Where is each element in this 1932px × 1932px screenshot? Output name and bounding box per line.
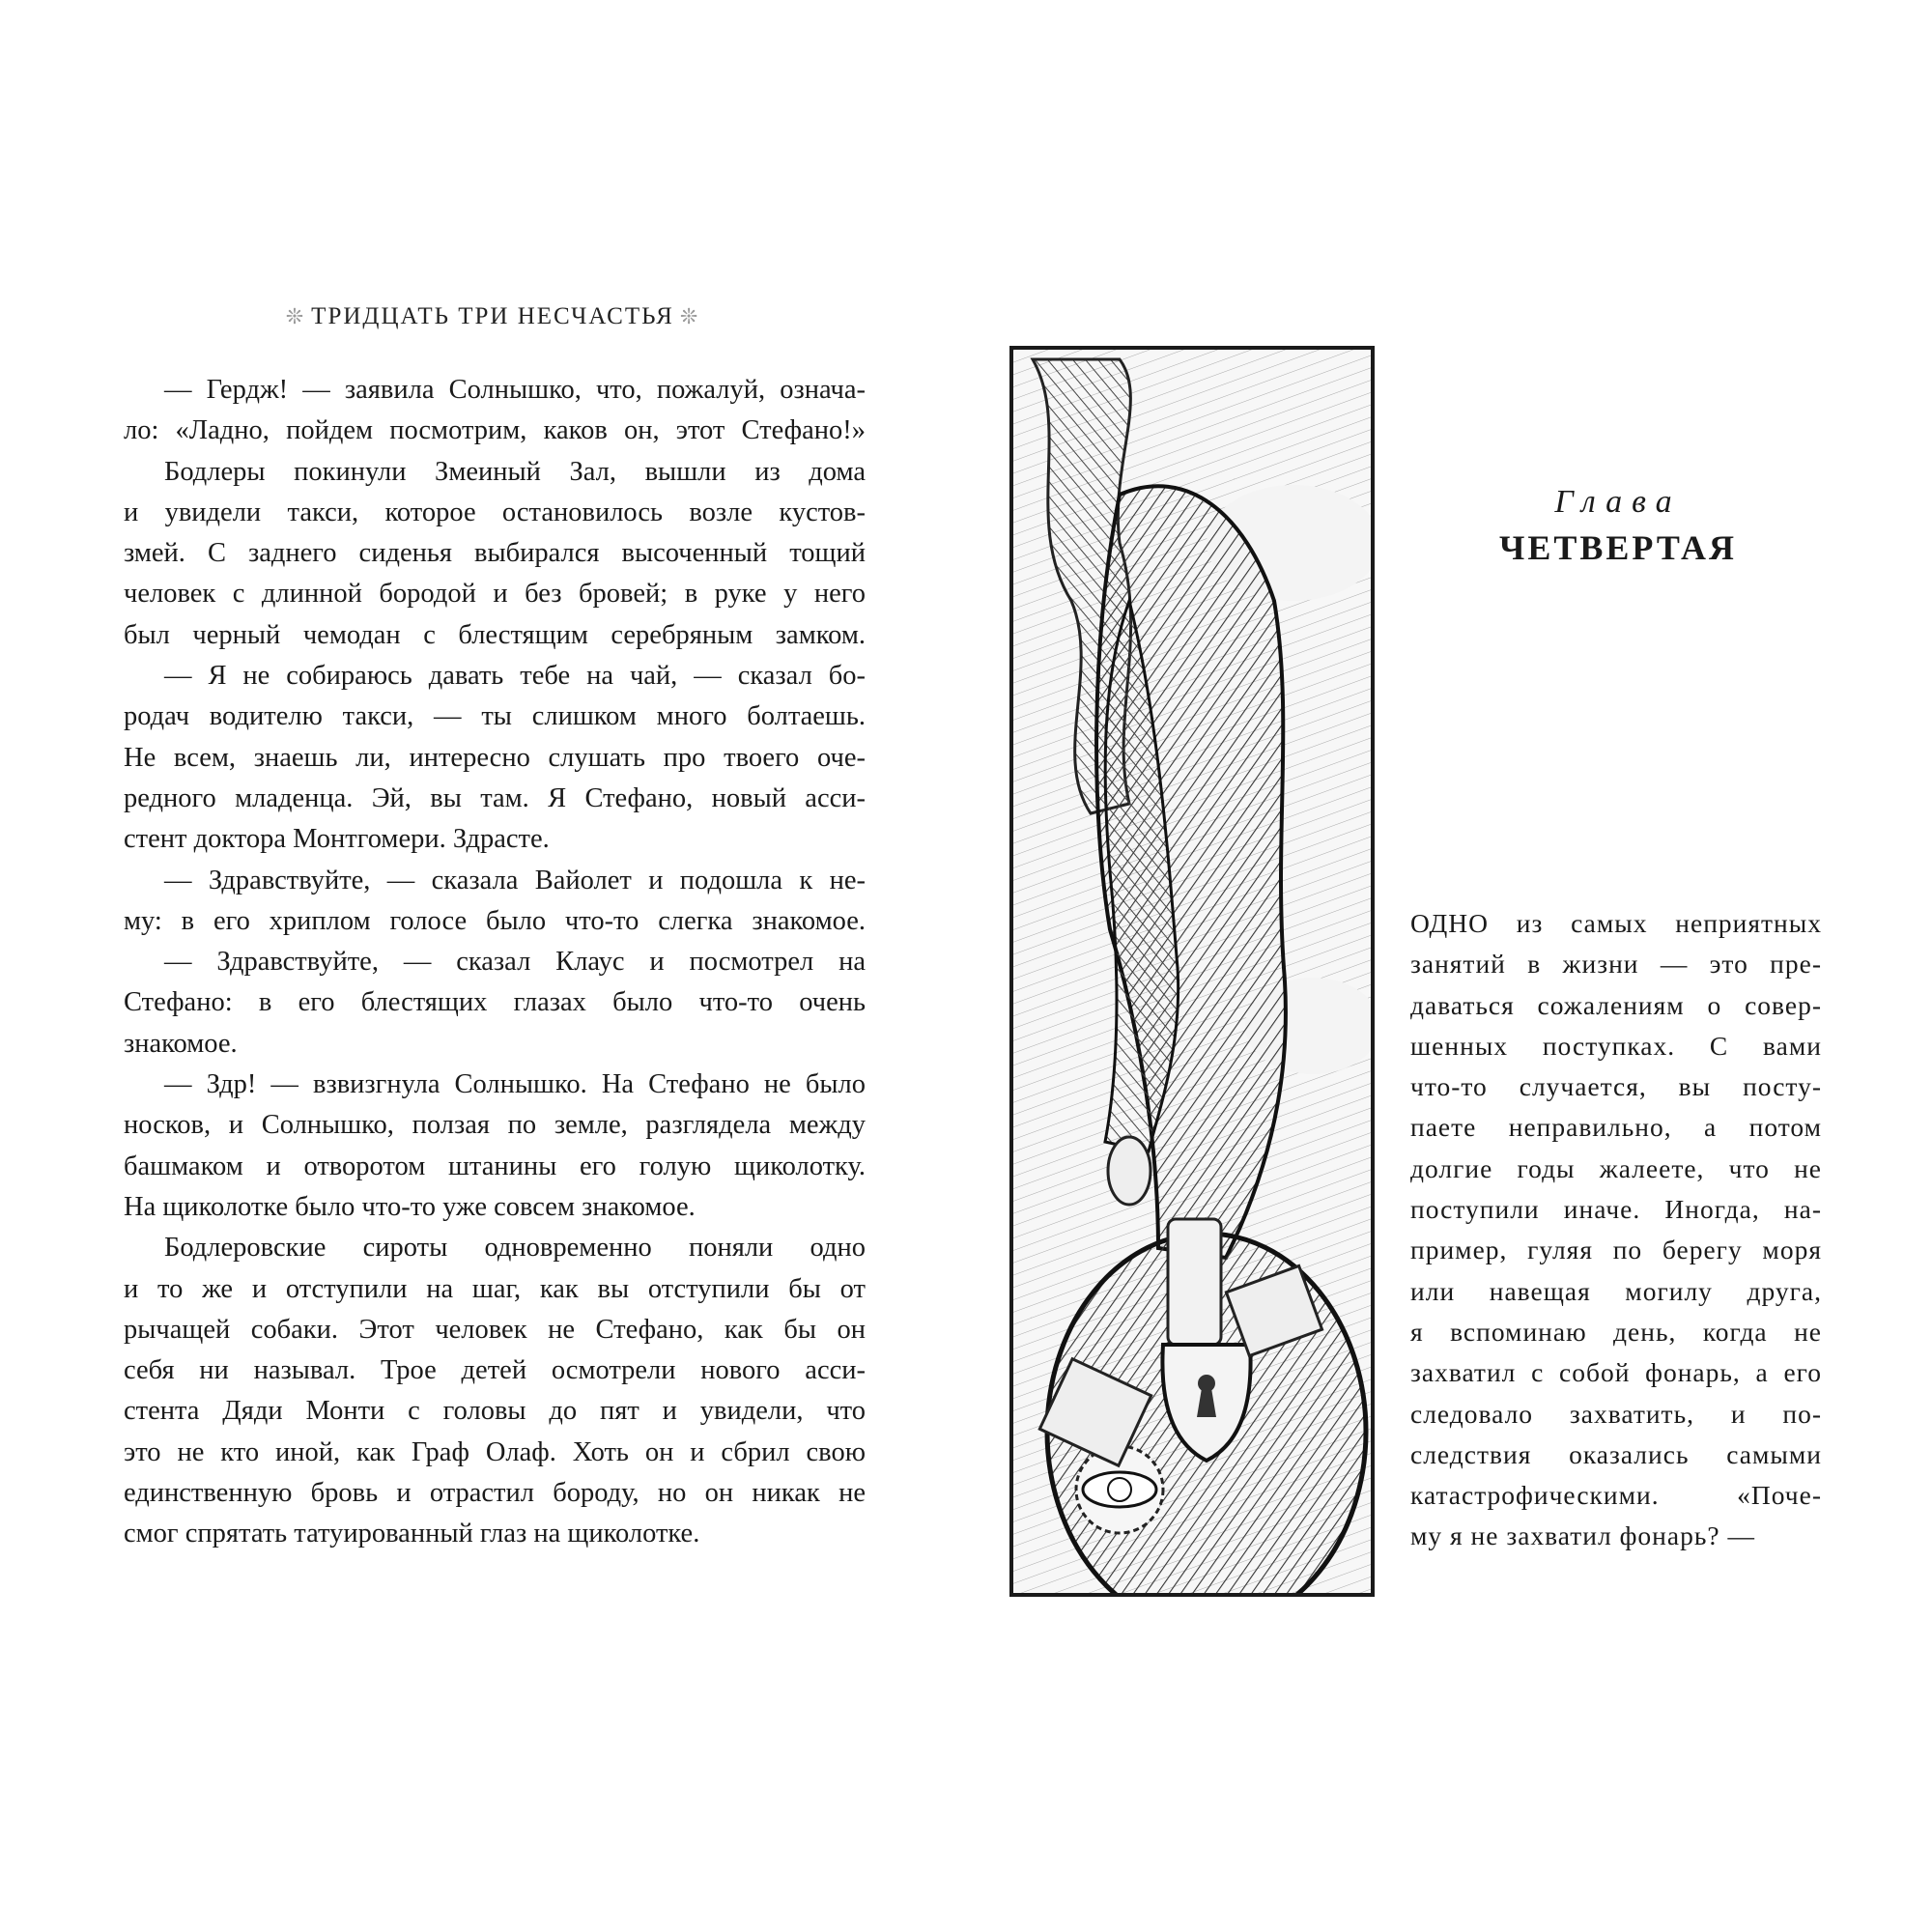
text-line: — Здр! — взвизгнула Солнышко. На Стефано не было xyxy=(164,1069,866,1100)
left-page-text xyxy=(124,370,866,1555)
chapter-heading xyxy=(1449,481,1787,572)
text-line: — Гердж! — заявила Солнышко, что, пожалуй, означа- xyxy=(164,375,866,405)
chapter-label: Глава xyxy=(1554,484,1682,520)
text-line: — Здравствуйте, — сказала Вайолет и подошла к не- xyxy=(164,865,866,895)
text-line: захватил с собой фонарь, а его xyxy=(1410,1357,1822,1388)
text-line: занятий в жизни — это пре- xyxy=(1410,949,1822,980)
text-line: катастрофическими. «Поче- xyxy=(1410,1480,1822,1511)
text-line: Бодлеры покинули Змеиный Зал, вышли из дома xyxy=(164,456,866,487)
illustration-drawing-icon xyxy=(1013,350,1371,1593)
text-line: смог спрятать татуированный глаз на щиколотке. xyxy=(124,1519,700,1549)
text-line: му я не захватил фонарь? — xyxy=(1410,1520,1755,1551)
text-line: башмаком и отворотом штанины его голую щиколотку. xyxy=(124,1151,866,1181)
text-line: что-то случается, вы посту- xyxy=(1410,1071,1822,1102)
chapter-illustration xyxy=(1009,346,1375,1597)
running-head xyxy=(0,303,985,330)
text-line: Бодлеровские сироты одновременно поняли одно xyxy=(164,1233,866,1264)
text-line: му: в его хриплом голосе было что-то слегка знакомое. xyxy=(124,905,866,936)
text-line: — Здравствуйте, — сказал Клаус и посмотрел на xyxy=(164,947,866,978)
text-line: или навещая могилу друга, xyxy=(1410,1275,1822,1306)
text-line: и то же и отступили на шаг, как вы отступили бы от xyxy=(124,1273,866,1304)
text-line: стент доктора Монтгомери. Здрасте. xyxy=(124,824,550,855)
text-line: редного младенца. Эй, вы там. Я Стефано, новый асси- xyxy=(124,782,866,813)
text-line: следовало захватить, и по- xyxy=(1410,1398,1822,1429)
text-line: носков, и Солнышко, ползая по земле, разглядела между xyxy=(124,1110,866,1141)
text-line: поступили иначе. Иногда, на- xyxy=(1410,1194,1822,1225)
text-line: паете неправильно, а потом xyxy=(1410,1112,1822,1143)
text-line: Стефано: в его блестящих глазах было что-то очень xyxy=(124,987,866,1018)
text-line: единственную бровь и отрастил бороду, но он никак не xyxy=(124,1478,866,1509)
text-line: — Я не собираюсь давать тебе на чай, — сказал бо- xyxy=(164,661,866,692)
ornament-icon: ❊ xyxy=(285,304,306,328)
text-line: я вспоминаю день, когда не xyxy=(1410,1316,1822,1347)
text-line: ло: «Ладно, пойдем посмотрим, каков он, этот Стефано!» xyxy=(124,415,866,446)
book-title: ТРИДЦАТЬ ТРИ НЕСЧАСТЬЯ xyxy=(311,303,674,329)
text-line: и увидели такси, которое остановилось возле кустов- xyxy=(124,497,866,527)
text-line: это не кто иной, как Граф Олаф. Хоть он и сбрил свою xyxy=(124,1436,866,1467)
text-line: рычащей собаки. Этот человек не Стефано, как бы он xyxy=(124,1314,866,1345)
text-line: долгие годы жалеете, что не xyxy=(1410,1152,1822,1183)
text-line: стента Дяди Монти с головы до пят и увидели, что xyxy=(124,1396,866,1427)
right-page-text xyxy=(1410,903,1822,1557)
text-line: даваться сожалениям о совер- xyxy=(1410,989,1822,1020)
text-line: знакомое. xyxy=(124,1028,238,1059)
text-line: пример, гуляя по берегу моря xyxy=(1410,1235,1822,1265)
text-line: шенных поступках. С вами xyxy=(1410,1030,1822,1061)
ornament-icon: ❊ xyxy=(679,304,700,328)
text-line: следствия оказались самыми xyxy=(1410,1438,1822,1469)
text-line: змей. С заднего сиденья выбирался высоченный тощий xyxy=(124,538,866,569)
chapter-number: ЧЕТВЕРТАЯ xyxy=(1498,528,1738,567)
text-line: ОДНО из самых неприятных xyxy=(1410,908,1822,938)
text-line: был черный чемодан с блестящим серебряным замком. xyxy=(124,619,866,650)
text-line: На щиколотке было что-то уже совсем знакомое. xyxy=(124,1191,696,1222)
text-line: себя ни называл. Трое детей осмотрели нового асси- xyxy=(124,1355,866,1386)
text-line: человек с длинной бородой и без бровей; в руке у него xyxy=(124,579,866,610)
text-line: родач водителю такси, — ты слишком много болтаешь. xyxy=(124,701,866,732)
text-line: Не всем, знаешь ли, интересно слушать про твоего оче- xyxy=(124,742,866,773)
